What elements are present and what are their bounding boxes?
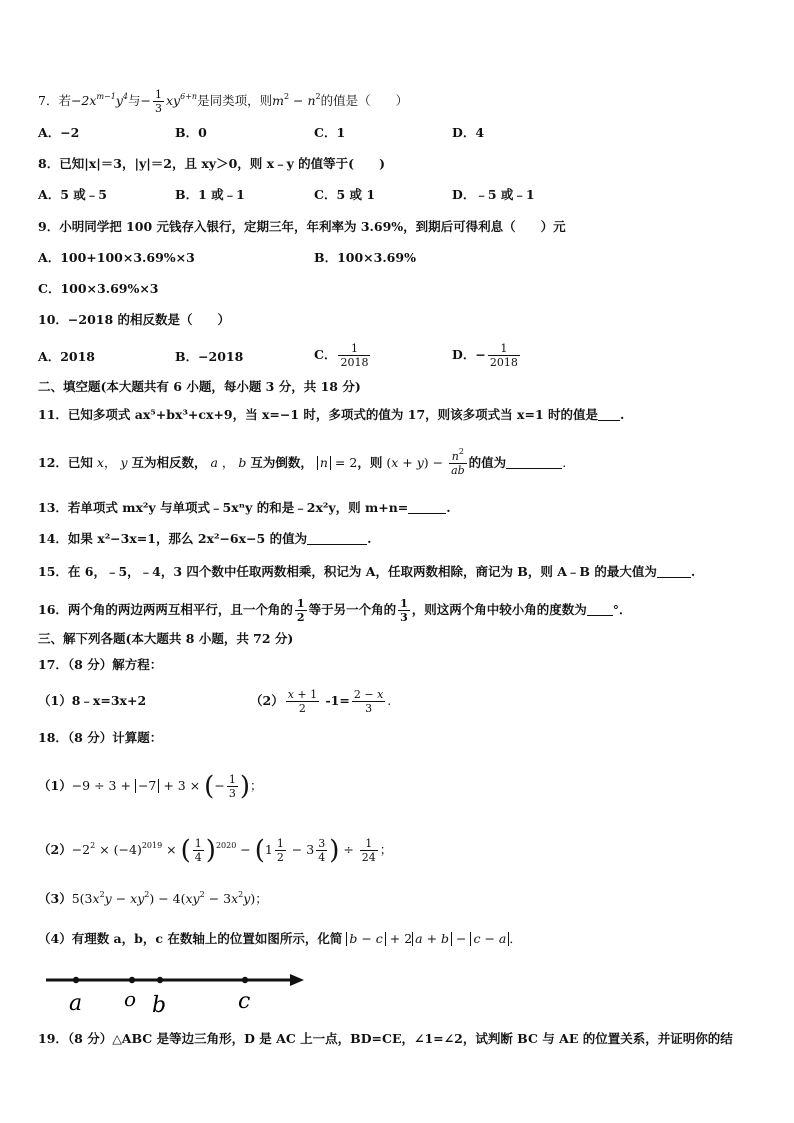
question-9: 9．小明同学把 100 元钱存入银行，定期三年，年利率为 3.69%，到期后可得利息（ ）元	[38, 219, 566, 234]
part-1: （1）8﹣x=3x+2	[38, 693, 147, 708]
question-12: 12．已知 x， y 互为相反数， a ， b 互为倒数， n = 2，则 (x + y) − $\frac{n^2}{ab}$ 的值为 .	[38, 447, 567, 477]
answer-blank[interactable]	[598, 420, 620, 421]
option-b[interactable]: B．−2018	[175, 349, 244, 364]
fraction: $\frac{1}{3}$	[400, 597, 408, 624]
question-15: 15．在 6，﹣5，﹣4，3 四个数中任取两数相乘，积记为 A，任取两数相除，商记为 B，则 A﹣B 的最大值为 .	[38, 564, 696, 579]
answer-blank[interactable]	[506, 468, 562, 469]
question-10-options	[38, 344, 764, 374]
label-c: c	[238, 989, 251, 1014]
option-b[interactable]: B．100×3.69%	[314, 250, 416, 265]
question-18-part-4: （4）有理数 a，b，c 在数轴上的位置如图所示，化简 b − c + 2 a + b − c − a ．	[38, 931, 522, 946]
answer-blank[interactable]	[587, 615, 613, 616]
fraction: $\frac{2 - x}{3}$	[353, 688, 384, 715]
question-16: 16．两个角的两边两两互相平行，且一个角的 $\frac{1}{2}$ 等于另一个角的 $\frac{1}{3}$ ，则这两个角中较小角的度数为 °．	[38, 597, 632, 624]
fraction: $\frac{1}{2}$	[296, 597, 305, 624]
fraction: $\frac{1}{2018}$	[340, 342, 369, 369]
question-10: 10．−2018 的相反数是（ ）	[38, 312, 231, 327]
point-b	[157, 977, 163, 983]
option-c[interactable]: C．100×3.69%×3	[38, 281, 159, 296]
question-18-part-3: $(3)5(3x^2y - xy^2) - 4(xy^2 - 3x^2y)$；	[38, 890, 268, 906]
question-18-title: 18．（8 分）计算题：	[38, 730, 163, 745]
section-3-heading: 三、解下列各题(本大题共 8 小题，共 72 分)	[38, 631, 294, 646]
answer-blank[interactable]	[408, 513, 446, 514]
fraction: $\frac{x + 1}{2}$	[287, 688, 318, 715]
fraction: $\frac{1}{2018}$	[489, 342, 518, 369]
section-2-heading: 二、填空题(本大题共有 6 小题，每小题 3 分，共 18 分)	[38, 379, 361, 394]
option-a[interactable]: A．5 或﹣5	[38, 187, 107, 202]
fraction: $\frac{1}{2}$	[276, 837, 284, 864]
question-19: 19．（8 分）△ABC 是等边三角形，D 是 AC 上一点，BD=CE，∠1=∠2，试判断 BC 与 AE 的位置关系，并证明你的结	[38, 1031, 733, 1046]
option-c[interactable]: C． $\frac{1}{2018}$	[314, 342, 369, 369]
fraction: $\frac{n^2}{ab}$	[451, 447, 465, 477]
option-a[interactable]: A．2018	[38, 349, 95, 364]
question-14: 14．如果 x²−3x=1，那么 2x²−6x−5 的值为 .	[38, 531, 372, 546]
question-18-part-2: $(2)-2^2 \times (-4)^{2019}$ × ( $\frac{1}{4}$ )$^{2020}$ − (1 $\frac{1}{2}$ − 3 $\frac{3}{4}$ ) ÷ $\frac{1}{24}$ ；	[38, 835, 393, 866]
point-a	[73, 977, 79, 983]
fraction: $\frac{1}{3}$	[228, 773, 236, 800]
number-line-arrow	[290, 974, 304, 986]
question-7: 7．若$-2x^{m-1}y^4$与− $\frac{1}{3}$ $xy^{6+n}$是同类项，则$m^2 - n^2$的值是（ ）	[38, 88, 409, 115]
label-b: b	[152, 993, 167, 1018]
option-a[interactable]: A．−2	[38, 125, 80, 140]
fraction: $\frac{3}{4}$	[318, 837, 326, 864]
fraction: $\frac{1}{4}$	[194, 837, 202, 864]
question-8: 8．已知|x|＝3，|y|＝2，且 xy＞0，则 x﹣y 的值等于( )	[38, 156, 386, 171]
question-17-parts	[38, 688, 764, 715]
point-c	[242, 977, 248, 983]
part-2: （2） $\frac{x + 1}{2}$ -1= $\frac{2 - x}{3}$ .	[250, 688, 392, 715]
answer-blank[interactable]	[307, 544, 367, 545]
point-o	[129, 977, 135, 983]
answer-blank[interactable]	[657, 577, 691, 578]
option-c[interactable]: C．1	[314, 125, 346, 140]
question-11: 11．已知多项式 ax⁵+bx³+cx+9，当 x=−1 时，多项式的值为 17，则该多项式当 x=1 时的值是 .	[38, 407, 625, 422]
question-13: 13．若单项式 mx²y 与单项式﹣5xⁿy 的和是﹣2x²y，则 m+n= .	[38, 500, 451, 515]
option-c[interactable]: C．5 或 1	[314, 187, 376, 202]
label-a: a	[69, 991, 83, 1016]
fraction: $\frac{1}{24}$	[361, 837, 376, 864]
option-d[interactable]: D．﹣5 或﹣1	[452, 187, 535, 202]
label-o: o	[124, 987, 137, 1011]
option-b[interactable]: B．0	[175, 125, 207, 140]
option-d[interactable]: D．− $\frac{1}{2018}$	[452, 342, 518, 369]
option-d[interactable]: D．4	[452, 125, 485, 140]
option-a[interactable]: A．100+100×3.69%×3	[38, 250, 195, 265]
fraction: $\frac{1}{3}$	[154, 88, 162, 115]
question-17-title: 17．（8 分）解方程：	[38, 657, 163, 672]
number-line-figure	[40, 970, 310, 1020]
question-18-part-1: （1）−9 ÷ 3 + −7 + 3 × (− $\frac{1}{3}$ )；	[38, 771, 263, 802]
option-b[interactable]: B．1 或﹣1	[175, 187, 245, 202]
